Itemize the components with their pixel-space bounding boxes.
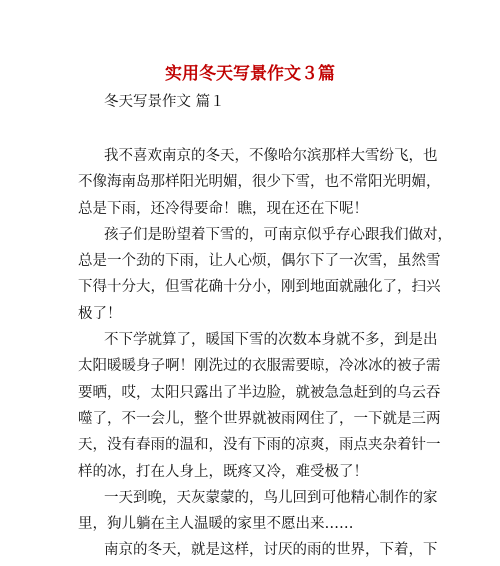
paragraph-line: 不像海南岛那样阳光明媚，很少下雪，也不常阳光明媚， [78,174,441,191]
paragraph-line: 总是一个劲的下雨，让人心烦，偶尔下了一次雪，虽然雪 [78,253,441,270]
paragraph-line: 南京的冬天，就是这样，讨厌的雨的世界，下着，下 [104,542,438,559]
paragraph-line: 里，狗儿躺在主人温暖的家里不愿出来…… [78,516,354,533]
paragraph-line: 噬了，不一会儿，整个世界就被雨网住了，一下就是三两 [78,410,441,427]
paragraph-line: 太阳暖暖身子啊！刚洗过的衣服需要晾，冷冰冰的被子需 [78,358,441,375]
paragraph-line: 一天到晚，天灰蒙蒙的，鸟儿回到可他精心制作的家 [104,489,438,506]
section-heading: 冬天写景作文 篇１ [104,94,225,110]
document-title: 实用冬天写景作文３篇 [165,64,335,84]
paragraph-line: 不下学就算了，暖国下雪的次数本身就不多，到是出 [104,332,438,349]
paragraph-line: 总是下雨，还冷得要命！瞧，现在还在下呢！ [78,200,368,217]
paragraph-line: 要晒，哎，太阳只露出了半边脸，就被急急赶到的乌云吞 [78,384,441,401]
paragraph-line: 孩子们是盼望着下雪的，可南京似乎存心跟我们做对， [104,226,452,243]
paragraph-line: 下得十分大，但雪花确十分小，刚到地面就融化了，扫兴 [78,279,441,296]
paragraph-line: 样的冰，打在人身上，既疼又冷，难受极了！ [78,463,368,480]
paragraph-line: 我不喜欢南京的冬天，不像哈尔滨那样大雪纷飞，也 [104,148,438,164]
paragraph-line: 极了！ [78,305,122,322]
document-body [78,143,452,564]
paragraph-line: 天，没有春雨的温和，没有下雨的凉爽，雨点夹杂着针一 [78,437,441,454]
